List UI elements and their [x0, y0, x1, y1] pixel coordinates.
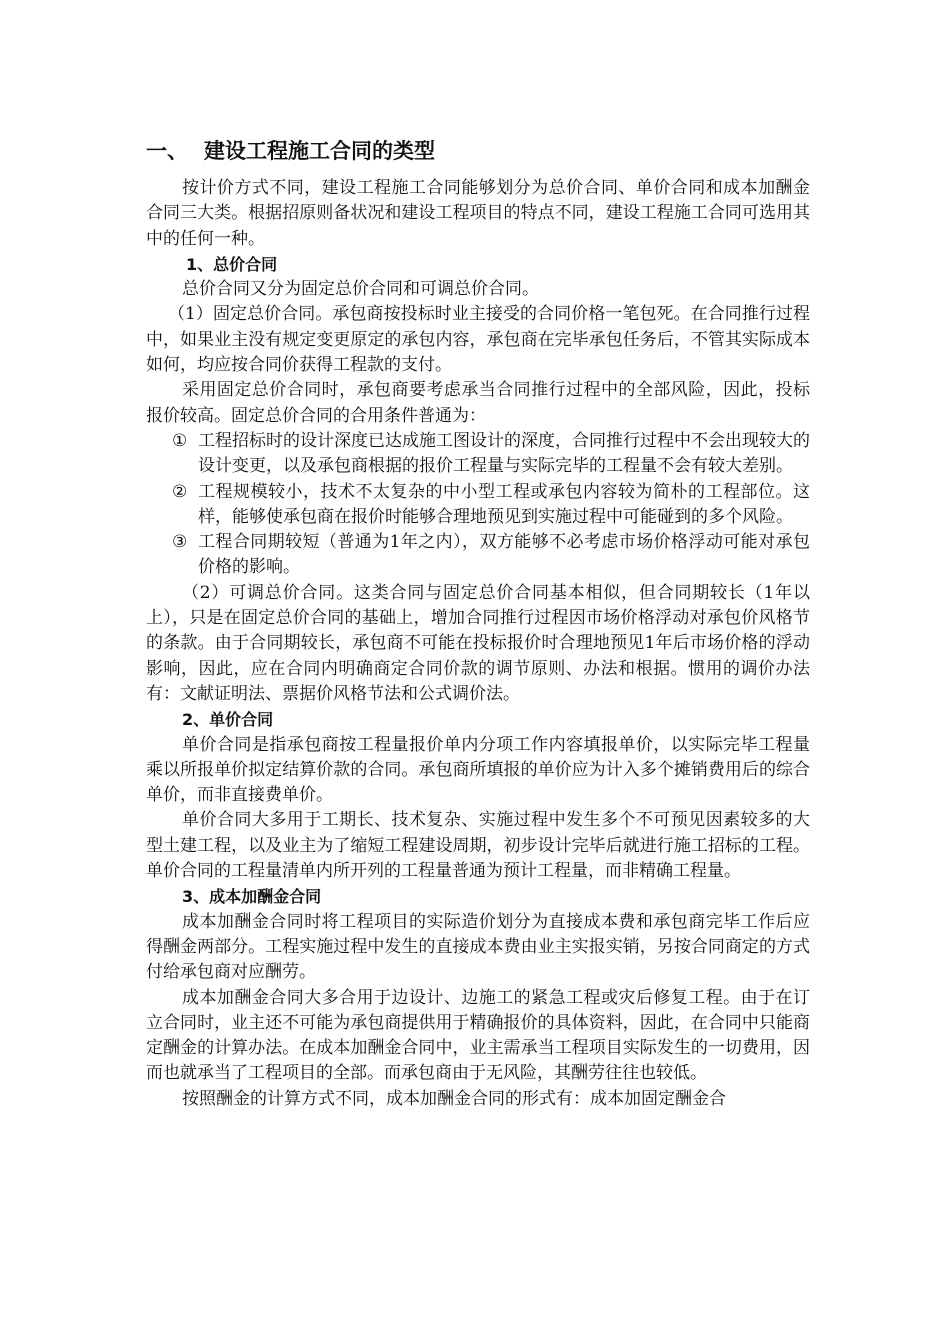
section-heading — [146, 136, 810, 166]
paragraph: 单价合同是指承包商按工程量报价单内分项工作内容填报单价，以实际完毕工程量乘以所报单价拟定结算价款的合同。承包商所填报的单价应为计入多个摊销费用后的综合单价，而非直接费单价。 — [146, 734, 810, 806]
paragraph: 总价合同又分为固定总价合同和可调总价合同。 — [182, 279, 539, 300]
list-marker: ③ — [172, 532, 188, 553]
subheading-unit-price: 2、单价合同 — [182, 710, 274, 730]
paragraph: 单价合同大多用于工期长、技术复杂、实施过程中发生多个不可预见因素较多的大型土建工程，以及业主为了缩短工程建设周期，初步设计完毕后就进行施工招标的工程。单价合同的工程量清单内所开列的工程量普通为预计工程量，而非精确工程量。 — [146, 810, 810, 882]
heading-number: 一、 — [146, 139, 188, 163]
list-item-text: 工程合同期较短（普通为1年之内），双方能够不必考虑市场价格浮动可能对承包价格的影响。 — [198, 532, 810, 578]
paragraph: 成本加酬金合同时将工程项目的实际造价划分为直接成本费和承包商完毕工作后应得酬金两部分。工程实施过程中发生的直接成本费由业主实报实销，另按合同商定的方式付给承包商对应酬劳。 — [146, 911, 810, 983]
subheading-total-price: 1、总价合同 — [186, 254, 278, 274]
intro-paragraph: 按计价方式不同，建设工程施工合同能够划分为总价合同、单价合同和成本加酬金合同三大类。根据招原则备状况和建设工程项目的特点不同，建设工程施工合同可选用其中的任何一种。 — [146, 178, 810, 249]
paragraph: （2）可调总价合同。这类合同与固定总价合同基本相似，但合同期较长（1年以上），只是在固定总价合同的基础上，增加合同推行过程因市场价格浮动对承包价风格节的条款。由于合同期较长，承包商不可能在投标报价时合理地预见1年后市场价格的浮动影响，因此，应在合同内明确商定合同价款的调节原则、办法和根据。惯用的调价办法有：文献证明法、票据价风格节法和公式调价法。 — [146, 582, 810, 704]
list-marker: ② — [172, 481, 188, 502]
list-item — [146, 480, 810, 531]
heading-title: 建设工程施工合同的类型 — [204, 139, 435, 163]
paragraph: 成本加酬金合同大多合用于边设计、边施工的紧急工程或灾后修复工程。由于在订立合同时，业主还不可能为承包商提供用于精确报价的具体资料，因此，在合同中只能商定酬金的计算办法。在成本加酬金合同中，业主需承当工程项目实际发生的一切费用，因而也就承当了工程项目的全部。而承包商由于无风险，其酬劳往往也较低。 — [146, 987, 810, 1084]
document-page — [146, 136, 810, 1112]
list-marker: ① — [172, 430, 188, 451]
list-item — [146, 429, 810, 480]
list-item-text: 工程规模较小，技术不太复杂的中小型工程或承包内容较为简朴的工程部位。这样，能够使承包商在报价时能够合理地预见到实施过程中可能碰到的多个风险。 — [198, 481, 810, 527]
subheading-cost-plus: 3、成本加酬金合同 — [182, 887, 322, 907]
paragraph: （1）固定总价合同。承包商按投标时业主接受的合同价格一笔包死。在合同推行过程中，如果业主没有规定变更原定的承包内容，承包商在完毕承包任务后，不管其实际成本如何，均应按合同价获得工程款的支付。 — [146, 304, 810, 376]
list-item-text: 工程招标时的设计深度已达成施工图设计的深度，合同推行过程中不会出现较大的设计变更，以及承包商根据的报价工程量与实际完毕的工程量不会有较大差别。 — [198, 430, 810, 477]
paragraph: 按照酬金的计算方式不同，成本加酬金合同的形式有：成本加固定酬金合 — [182, 1088, 726, 1109]
list-item — [146, 530, 810, 581]
paragraph: 采用固定总价合同时，承包商要考虑承当合同推行过程中的全部风险，因此，投标报价较高。固定总价合同的合用条件普通为： — [146, 380, 810, 426]
